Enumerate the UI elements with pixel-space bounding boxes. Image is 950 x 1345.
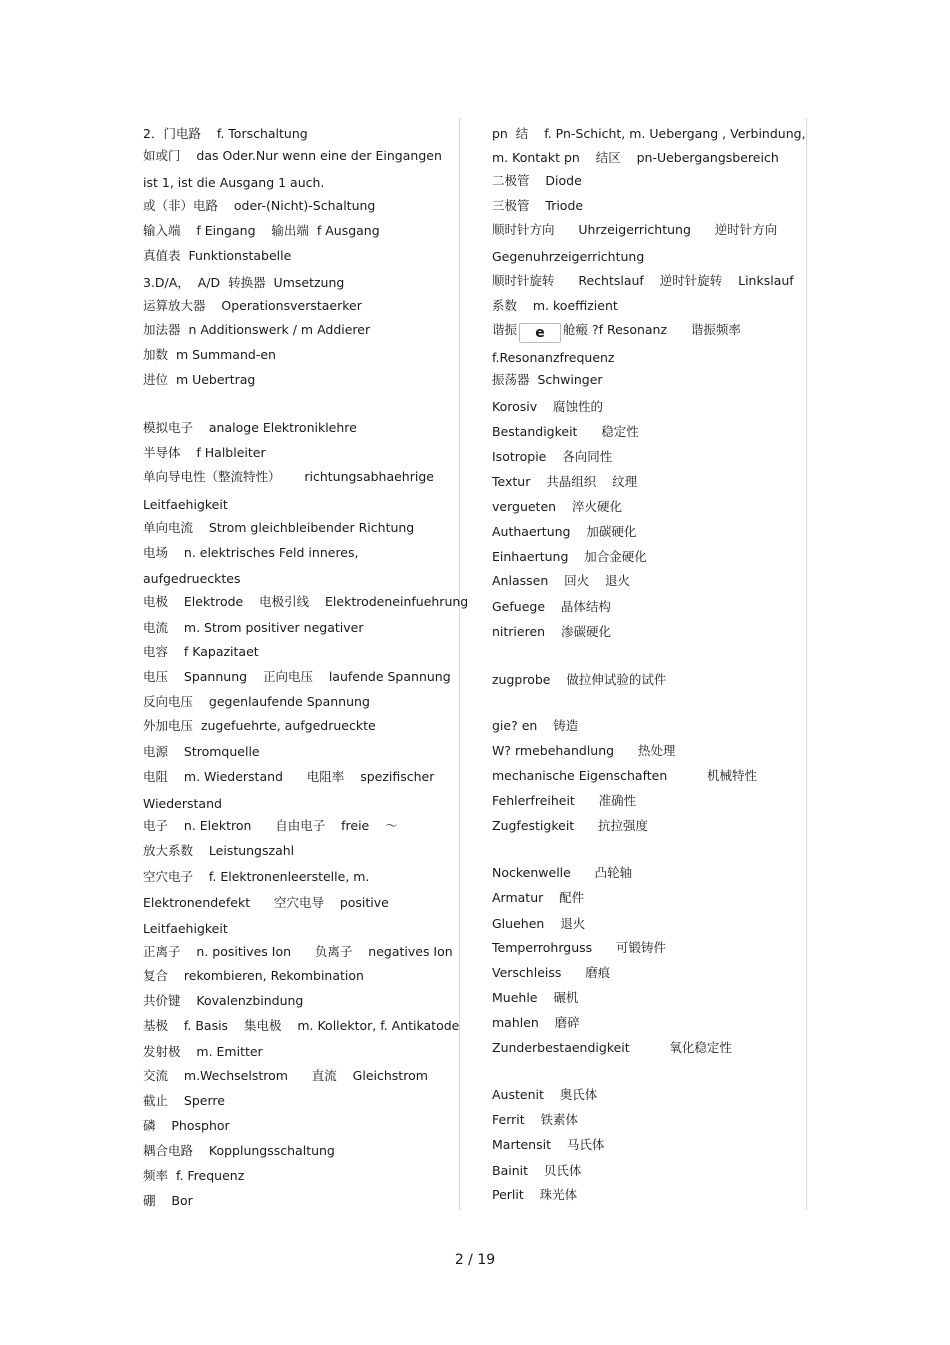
left-entry-line: 或（非）电路 oder-(Nicht)-Schaltung (143, 198, 376, 213)
left-entry-line: 电子 n. Elektron 自由电子 freie ～ (143, 818, 398, 833)
column-divider (806, 118, 807, 1210)
left-entry-line: 外加电压 zugefuehrte, aufgedrueckte (143, 718, 376, 733)
left-entry-line: 硼 Bor (143, 1193, 193, 1208)
right-entry-line: W? rmebehandlung 热处理 (492, 743, 676, 758)
left-entry-line: Wiederstand (143, 796, 222, 811)
right-entry-line: Martensit 马氏体 (492, 1137, 605, 1152)
right-entry-line: Zunderbestaendigkeit 氧化稳定性 (492, 1040, 732, 1055)
right-entry-line: Gluehen 退火 (492, 916, 586, 931)
right-entry-line: 三极管 Triode (492, 198, 584, 213)
right-entry-line: Fehlerfreiheit 准确性 (492, 793, 637, 808)
left-entry-line: 输入端 f Eingang 输出端 f Ausgang (143, 223, 380, 238)
right-entry-line: gie? en 铸造 (492, 718, 579, 733)
resonance-line-text: 舱瘢 ?f Resonanz 谐振频率 (563, 322, 741, 337)
left-entry-line: 真值表 Funktionstabelle (143, 248, 292, 263)
right-entry-line: Korosiv 腐蚀性的 (492, 399, 604, 414)
left-entry-line: Leitfaehigkeit (143, 497, 228, 512)
left-entry-line: 单向电流 Strom gleichbleibender Richtung (143, 520, 415, 535)
left-entry-line: 共价键 Kovalenzbindung (143, 993, 304, 1008)
right-entry-line: pn 结 f. Pn-Schicht, m. Uebergang , Verbindung, (492, 126, 806, 141)
right-entry-line: Einhaertung 加合金硬化 (492, 549, 647, 564)
right-entry-line: m. Kontakt pn 结区 pn-Uebergangsbereich (492, 150, 779, 165)
right-entry-line: f.Resonanzfrequenz (492, 350, 615, 365)
left-entry-line: Elektronendefekt 空穴电导 positive (143, 895, 389, 910)
right-entry-line: 顺时针方向 Uhrzeigerrichtung 逆时针方向 (492, 222, 778, 237)
left-entry-line: 电压 Spannung 正向电压 laufende Spannung (143, 669, 451, 684)
right-entry-line: nitrieren 渗碳硬化 (492, 624, 611, 639)
left-entry-line: 复合 rekombieren, Rekombination (143, 968, 364, 983)
left-entry-line: 磷 Phosphor (143, 1118, 230, 1133)
right-entry-line: Nockenwelle 凸轮轴 (492, 865, 633, 880)
right-entry-line: Verschleiss 磨痕 (492, 965, 611, 980)
left-entry-line: 模拟电子 analoge Elektroniklehre (143, 420, 357, 435)
right-entry-line: Anlassen 回火 退火 (492, 573, 631, 588)
left-entry-line: Leitfaehigkeit (143, 921, 228, 936)
left-entry-line: 电流 m. Strom positiver negativer (143, 620, 364, 635)
right-entry-line: Gefuege 晶体结构 (492, 599, 611, 614)
left-entry-line: 放大系数 Leistungszahl (143, 843, 295, 858)
left-entry-line: 交流 m.Wechselstrom 直流 Gleichstrom (143, 1068, 428, 1083)
right-entry-line: Zugfestigkeit 抗拉强度 (492, 818, 649, 833)
right-column (492, 118, 806, 1210)
right-entry-line: 系数 m. koeffizient (492, 298, 618, 313)
left-entry-line: 电源 Stromquelle (143, 744, 260, 759)
left-entry-line: 运算放大器 Operationsverstaerker (143, 298, 362, 313)
right-entry-line: mechanische Eigenschaften 机械特性 (492, 768, 758, 783)
left-entry-line: 半导体 f Halbleiter (143, 445, 266, 460)
right-entry-line: Gegenuhrzeigerrichtung (492, 249, 645, 264)
right-entry-line: Armatur 配件 (492, 890, 585, 905)
left-entry-line: 电极 Elektrode 电极引线 Elektrodeneinfuehrung (143, 594, 469, 609)
right-entry-line: zugprobe 做拉伸试验的试件 (492, 672, 667, 687)
right-entry-line: Muehle 碾机 (492, 990, 579, 1005)
left-entry-line: aufgedruecktes (143, 571, 241, 586)
right-entry-line: 二极管 Diode (492, 173, 582, 188)
right-entry-line: 顺时针旋转 Rechtslauf 逆时针旋转 Linkslauf (492, 273, 794, 288)
left-entry-line: 如或门 das Oder.Nur wenn eine der Eingangen (143, 148, 442, 163)
page-number: 2 / 19 (454, 1252, 496, 1268)
left-entry-line: 电场 n. elektrisches Feld inneres, (143, 545, 359, 560)
right-entry-line: mahlen 磨碎 (492, 1015, 580, 1030)
right-entry-line: Isotropie 各向同性 (492, 449, 613, 464)
left-entry-line: 频率 f. Frequenz (143, 1168, 245, 1183)
left-column (143, 118, 469, 1210)
right-entry-line: Ferrit 铁素体 (492, 1112, 579, 1127)
left-entry-line: ist 1, ist die Ausgang 1 auch. (143, 175, 325, 190)
left-entry-line: 3.D/A， A/D 转换器 Umsetzung (143, 275, 345, 290)
right-entry-line: Bainit 贝氏体 (492, 1163, 582, 1178)
left-entry-line: 截止 Sperre (143, 1093, 225, 1108)
right-entry-line: Textur 共晶组织 纹理 (492, 474, 638, 489)
boxed-glyph: e (519, 323, 561, 343)
left-entry-line: 正离子 n. positives Ion 负离子 negatives Ion (143, 944, 453, 959)
right-entry-line: vergueten 淬火硬化 (492, 499, 622, 514)
left-entry-line: 反向电压 gegenlaufende Spannung (143, 694, 370, 709)
left-entry-line: 单向导电性（整流特性） richtungsabhaehrige (143, 469, 434, 484)
left-entry-line: 2．门电路 f. Torschaltung (143, 126, 308, 141)
left-entry-line: 空穴电子 f. Elektronenleerstelle, m. (143, 869, 370, 884)
left-entry-line: 耦合电路 Kopplungsschaltung (143, 1143, 335, 1158)
left-entry-line: 加数 m Summand-en (143, 347, 276, 362)
left-entry-line: 发射极 m. Emitter (143, 1044, 263, 1059)
right-entry-line: Perlit 珠光体 (492, 1187, 578, 1202)
right-entry-line: Austenit 奥氏体 (492, 1087, 598, 1102)
left-entry-line: 电阻 m. Wiederstand 电阻率 spezifischer (143, 769, 435, 784)
right-entry-line: 振荡器 Schwinger (492, 372, 603, 387)
left-entry-line: 电容 f Kapazitaet (143, 644, 259, 659)
right-entry-line: Bestandigkeit 稳定性 (492, 424, 639, 439)
left-entry-line: 加法器 n Additionswerk / m Addierer (143, 322, 371, 337)
left-entry-line: 进位 m Uebertrag (143, 372, 256, 387)
right-entry-line: Temperrohrguss 可锻铸件 (492, 940, 666, 955)
right-entry-line: Authaertung 加碳硬化 (492, 524, 637, 539)
left-entry-line: 基极 f. Basis 集电极 m. Kollektor, f. Antikatode (143, 1018, 460, 1033)
right-entry-line: 谐振 e 舱瘢 ?f Resonanz 谐振频率 (492, 322, 741, 341)
